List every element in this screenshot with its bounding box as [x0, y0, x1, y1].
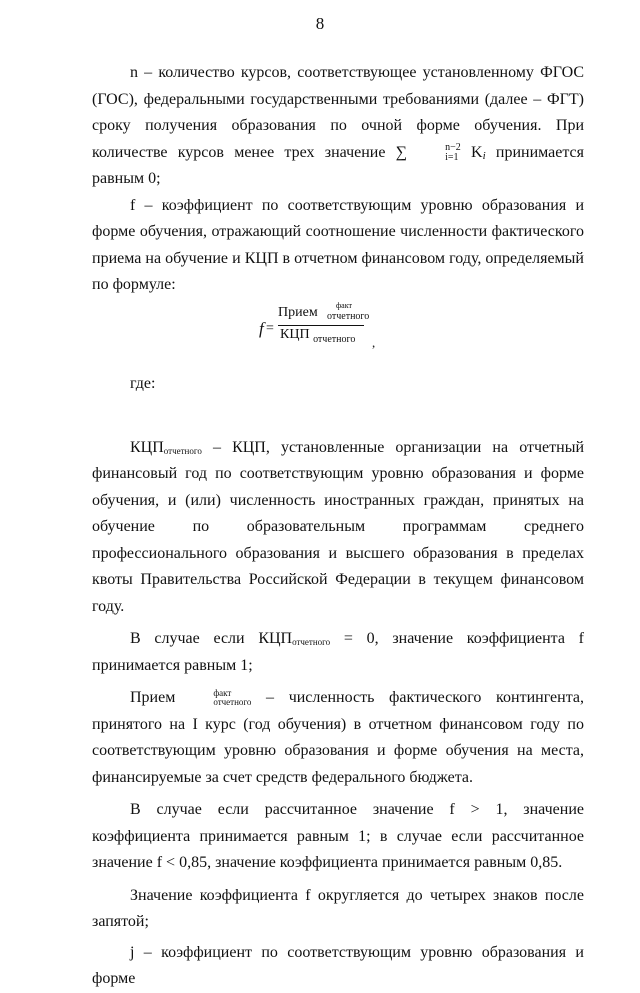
kcp-symbol: КЦП: [258, 630, 293, 647]
paragraph-f-definition: f – коэффициент по соответствующим уровню образования и форме обучения, отражающий соотношение численности фактического приема на обучение и КЦП в отчетном финансовом году, определяемый по формуле:: [92, 196, 584, 293]
paragraph-kcp-zero: [92, 626, 584, 679]
formula-comma: ,: [372, 334, 376, 350]
sum-symbol: ∑: [395, 143, 408, 161]
formula-fraction: [278, 300, 370, 345]
paragraph-f-rounding: Значение коэффициента f округляется до четырех знаков после запятой;: [92, 886, 584, 930]
priem-indices: [175, 689, 251, 707]
paragraph-text: В случае если: [130, 630, 259, 647]
kcp-symbol: КЦП: [130, 438, 164, 456]
vertical-space: [92, 397, 584, 435]
paragraph-priem-definition: [92, 685, 584, 791]
sum-lower: i=1: [445, 151, 459, 163]
fraction-bar: [278, 325, 364, 326]
priem-sup: факт: [213, 688, 232, 699]
paragraph-text: принимается равным 0;: [92, 143, 585, 187]
paragraph-text: – КЦП, установленные организации на отчетный финансовый год по соответствующим уровню образования и форме обучения, и (или) численность иностранных граждан, принятых на обучение по образовательным программам среднего профессионального образования и высшего образования в пределах квоты Правительства Российской Федерации в текущем финансовом году.: [92, 438, 584, 615]
paragraph-f-limits: В случае если рассчитанное значение f > 1, значение коэффициента принимается равным 1; в случае если рассчитанное значение f < 0,85, значение коэффициента принимается равным 0,85.: [92, 801, 584, 871]
document-body: [92, 60, 584, 993]
paragraph-kcp-definition: [92, 435, 584, 621]
numerator-sup: факт: [336, 300, 353, 310]
denominator-sub: отчетного: [313, 333, 356, 345]
k-symbol: K: [471, 143, 483, 161]
formula-denominator: [280, 327, 355, 343]
page-number: 8: [315, 14, 325, 33]
formula-variable: f: [259, 318, 264, 338]
formula-numerator: [278, 300, 370, 325]
priem-sub: отчетного: [213, 697, 252, 708]
sum-limits: [407, 143, 461, 163]
paragraph-text: – численность фактического контингента, принятого на I курс (год обучения) в отчетном финансовом году по соответствующим уровню образования и форме обучения на места, финансируемые за счет средств федерального бюджета.: [92, 689, 584, 786]
priem-symbol: Прием: [130, 689, 176, 706]
formula-equals: =: [266, 320, 274, 336]
numerator-sub: отчетного: [327, 310, 370, 322]
denominator-main: КЦП: [280, 326, 310, 342]
paragraph-n-definition: [92, 60, 584, 193]
paragraph-text: n – количество курсов, соответствующее установленному ФГОС (ГОС), федеральными государственными требованиями (далее – ФГТ) сроку получения образования по очной форме обучения. При количестве курсов менее трех значение: [92, 64, 584, 161]
sum-upper: n−2: [445, 141, 461, 153]
numerator-main: Прием: [278, 304, 318, 320]
k-subscript: i: [482, 149, 486, 162]
paragraph-text: = 0, значение коэффициента f принимается равным 1;: [92, 630, 585, 674]
kcp-subscript: отчетного: [163, 445, 202, 456]
where-label: где:: [130, 374, 156, 392]
formula-f: [92, 300, 584, 371]
paragraph-j-definition: j – коэффициент по соответствующим уровню образования и форме: [92, 943, 584, 987]
kcp-subscript: отчетного: [292, 637, 331, 647]
